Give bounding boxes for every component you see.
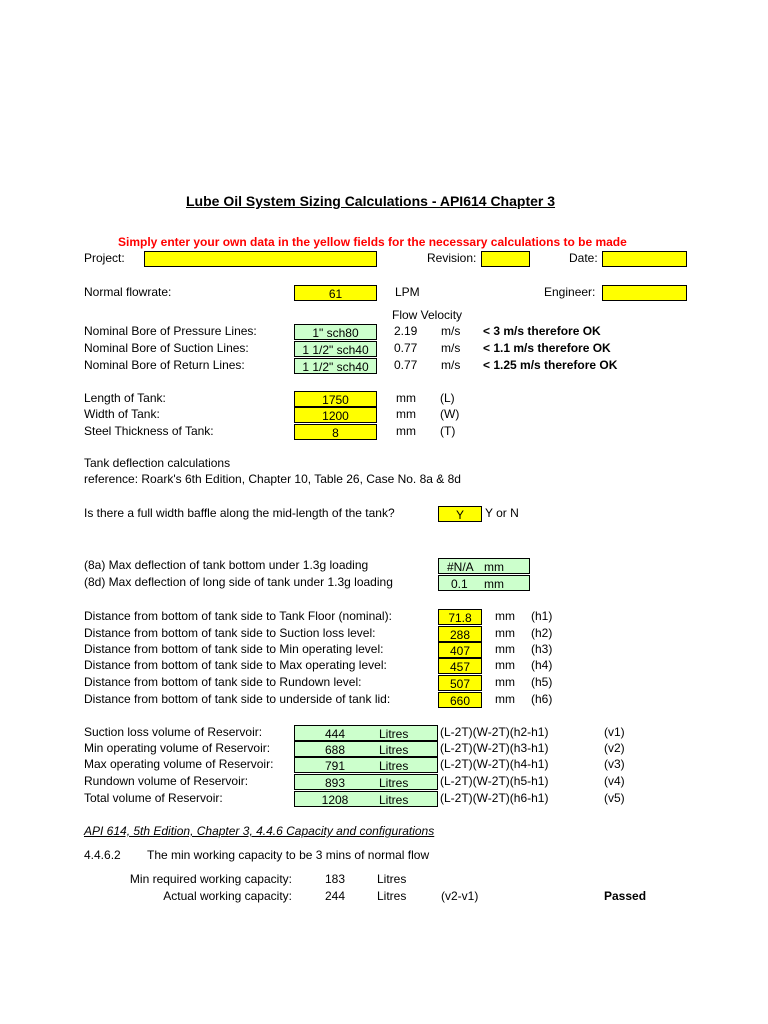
distance-label-h1: Distance from bottom of tank side to Tank Floor (nominal): [84, 609, 392, 623]
distance-symbol-h4: (h4) [531, 658, 553, 672]
min-capacity-unit: Litres [377, 872, 407, 886]
volume-cell-v5 [294, 791, 438, 807]
engineer-field[interactable] [602, 285, 687, 301]
actual-capacity-label: Actual working capacity: [163, 889, 292, 903]
actual-capacity-formula: (v2-v1) [441, 889, 479, 903]
volume-formula-v3: (L-2T)(W-2T)(h4-h1) [440, 757, 549, 771]
flowrate-field[interactable]: 61 [294, 285, 377, 301]
volume-label-v1: Suction loss volume of Reservoir: [84, 725, 263, 739]
volume-symbol-v5: (v5) [604, 791, 625, 805]
date-label: Date: [569, 251, 598, 265]
return-line-size[interactable]: 1 1/2" sch40 [294, 358, 377, 374]
volume-unit-v3: Litres [379, 759, 409, 773]
tank-length-field[interactable]: 1750 [294, 391, 377, 407]
return-line-velocity: 0.77 [394, 358, 418, 372]
distance-symbol-h3: (h3) [531, 642, 553, 656]
volume-formula-v2: (L-2T)(W-2T)(h3-h1) [440, 741, 549, 755]
volume-label-v5: Total volume of Reservoir: [84, 791, 223, 805]
deflection-8d-label: (8d) Max deflection of long side of tank under 1.3g loading [84, 575, 393, 589]
pressure-line-unit: m/s [441, 324, 461, 338]
suction-line-check: < 1.1 m/s therefore OK [483, 341, 611, 355]
distance-field-h6[interactable]: 660 [438, 692, 482, 708]
distance-label-h2: Distance from bottom of tank side to Suction loss level: [84, 626, 376, 640]
volume-value-v3: 791 [324, 759, 346, 773]
deflection-reference: reference: Roark's 6th Edition, Chapter 10, Table 26, Case No. 8a & 8d [84, 472, 461, 486]
volume-value-v2: 688 [324, 743, 346, 757]
deflection-8a-cell [438, 558, 530, 574]
suction-line-unit: m/s [441, 341, 461, 355]
return-line-unit: m/s [441, 358, 461, 372]
distance-label-h3: Distance from bottom of tank side to Min operating level: [84, 642, 384, 656]
api-heading: API 614, 5th Edition, Chapter 3, 4.4.6 Capacity and configurations [84, 824, 435, 838]
tank-length-symbol: (L) [440, 391, 455, 405]
revision-label: Revision: [427, 251, 477, 265]
project-label: Project: [84, 251, 125, 265]
deflection-8d-value: 0.1 [451, 577, 468, 591]
baffle-question: Is there a full width baffle along the mid-length of the tank? [84, 506, 395, 520]
deflection-8a-value: #N/A [447, 560, 474, 574]
revision-field[interactable] [481, 251, 530, 267]
api-clause-text: The min working capacity to be 3 mins of normal flow [147, 848, 430, 862]
pressure-line-size[interactable]: 1" sch80 [294, 324, 377, 340]
volume-unit-v1: Litres [379, 727, 409, 741]
volume-cell-v4 [294, 774, 438, 790]
distance-unit-h6: mm [495, 692, 515, 706]
date-field[interactable] [602, 251, 687, 267]
flow-velocity-header: Flow Velocity [392, 308, 463, 322]
actual-capacity-unit: Litres [377, 889, 407, 903]
volume-formula-v4: (L-2T)(W-2T)(h5-h1) [440, 774, 549, 788]
distance-field-h4[interactable]: 457 [438, 658, 482, 674]
instruction-text: Simply enter your own data in the yellow fields for the necessary calculations to be made [118, 235, 627, 249]
actual-capacity-value: 244 [325, 889, 346, 903]
flowrate-label: Normal flowrate: [84, 285, 172, 299]
pressure-line-velocity: 2.19 [394, 324, 418, 338]
deflection-8a-unit: mm [484, 560, 504, 574]
tank-thickness-symbol: (T) [440, 424, 456, 438]
engineer-label: Engineer: [544, 285, 596, 299]
pressure-line-label: Nominal Bore of Pressure Lines: [84, 324, 257, 338]
tank-length-unit: mm [396, 391, 416, 405]
distance-symbol-h6: (h6) [531, 692, 553, 706]
tank-length-label: Length of Tank: [84, 391, 166, 405]
volume-unit-v5: Litres [379, 793, 409, 807]
volume-unit-v4: Litres [379, 776, 409, 790]
distance-label-h4: Distance from bottom of tank side to Max operating level: [84, 658, 387, 672]
distance-label-h5: Distance from bottom of tank side to Rundown level: [84, 675, 362, 689]
volume-value-v4: 893 [324, 776, 346, 790]
distance-label-h6: Distance from bottom of tank side to underside of tank lid: [84, 692, 391, 706]
distance-unit-h2: mm [495, 626, 515, 640]
baffle-field[interactable]: Y [438, 506, 482, 522]
distance-field-h2[interactable]: 288 [438, 626, 482, 642]
volume-symbol-v3: (v3) [604, 757, 625, 771]
return-line-check: < 1.25 m/s therefore OK [483, 358, 618, 372]
volume-label-v4: Rundown volume of Reservoir: [84, 774, 249, 788]
distance-unit-h5: mm [495, 675, 515, 689]
tank-width-symbol: (W) [440, 407, 460, 421]
distance-field-h5[interactable]: 507 [438, 675, 482, 691]
volume-symbol-v2: (v2) [604, 741, 625, 755]
volume-cell-v3 [294, 757, 438, 773]
tank-width-label: Width of Tank: [84, 407, 160, 421]
tank-width-unit: mm [396, 407, 416, 421]
deflection-8a-label: (8a) Max deflection of tank bottom under 1.3g loading [84, 558, 369, 572]
volume-symbol-v4: (v4) [604, 774, 625, 788]
min-capacity-value: 183 [325, 872, 346, 886]
tank-thickness-unit: mm [396, 424, 416, 438]
project-field[interactable] [144, 251, 377, 267]
distance-symbol-h5: (h5) [531, 675, 553, 689]
pressure-line-check: < 3 m/s therefore OK [483, 324, 601, 338]
flowrate-unit: LPM [395, 285, 420, 299]
return-line-label: Nominal Bore of Return Lines: [84, 358, 245, 372]
distance-symbol-h1: (h1) [531, 609, 553, 623]
api-clause-number: 4.4.6.2 [84, 848, 121, 862]
distance-symbol-h2: (h2) [531, 626, 553, 640]
volume-unit-v2: Litres [379, 743, 409, 757]
suction-line-label: Nominal Bore of Suction Lines: [84, 341, 249, 355]
tank-width-field[interactable]: 1200 [294, 407, 377, 423]
tank-thickness-label: Steel Thickness of Tank: [84, 424, 214, 438]
distance-field-h1[interactable]: 71.8 [438, 609, 482, 625]
baffle-hint: Y or N [485, 506, 519, 520]
tank-thickness-field[interactable]: 8 [294, 424, 377, 440]
distance-unit-h3: mm [495, 642, 515, 656]
distance-field-h3[interactable]: 407 [438, 642, 482, 658]
volume-symbol-v1: (v1) [604, 725, 625, 739]
deflection-heading: Tank deflection calculations [84, 456, 231, 470]
distance-unit-h1: mm [495, 609, 515, 623]
suction-line-velocity: 0.77 [394, 341, 418, 355]
volume-cell-v2 [294, 741, 438, 757]
volume-label-v3: Max operating volume of Reservoir: [84, 757, 274, 771]
volume-formula-v5: (L-2T)(W-2T)(h6-h1) [440, 791, 549, 805]
suction-line-size[interactable]: 1 1/2" sch40 [294, 341, 377, 357]
distance-unit-h4: mm [495, 658, 515, 672]
result-status: Passed [604, 889, 647, 903]
volume-formula-v1: (L-2T)(W-2T)(h2-h1) [440, 725, 549, 739]
volume-value-v5: 1208 [321, 793, 349, 807]
deflection-8d-unit: mm [484, 577, 504, 591]
volume-value-v1: 444 [324, 727, 346, 741]
volume-cell-v1 [294, 725, 438, 741]
page-title: Lube Oil System Sizing Calculations - API614 Chapter 3 [186, 193, 556, 209]
min-capacity-label: Min required working capacity: [129, 872, 292, 886]
volume-label-v2: Min operating volume of Reservoir: [84, 741, 271, 755]
deflection-8d-cell [438, 575, 530, 591]
